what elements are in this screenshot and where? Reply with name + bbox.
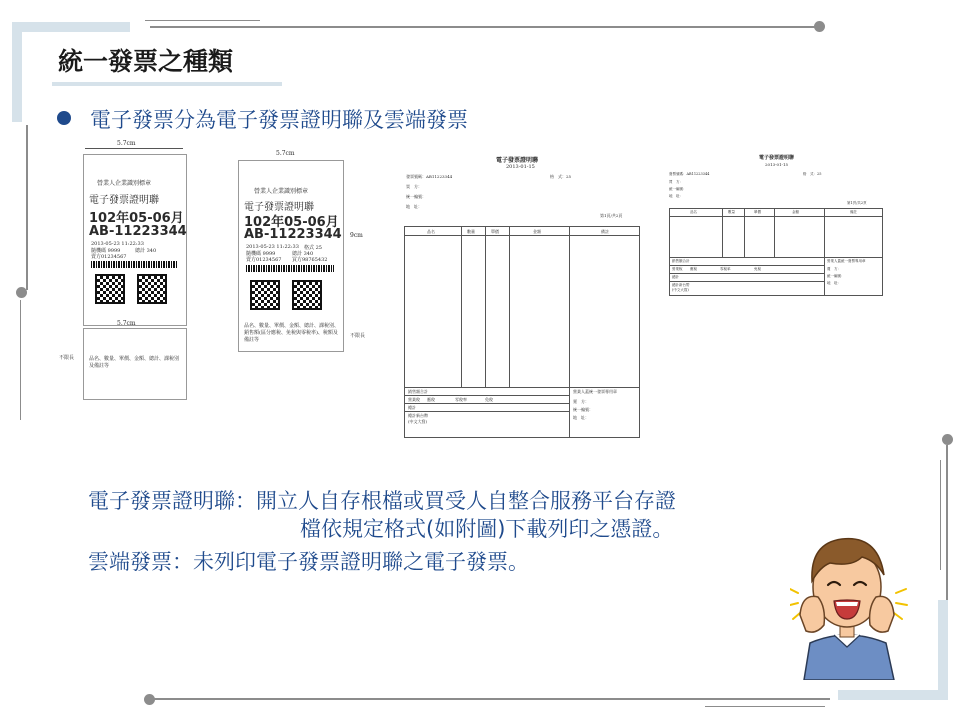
table-header-line	[670, 216, 882, 217]
total: 總計	[672, 275, 679, 279]
receipt-header: 營業人企業識別標章	[254, 188, 309, 195]
top-line	[150, 26, 820, 28]
form-number: 發票號碼：AB11223344	[669, 172, 710, 176]
receipt-doc-title: 電子發票證明聯	[244, 202, 314, 213]
receipt-buyer: 賣方01234567	[91, 254, 127, 260]
col-divider	[824, 209, 825, 295]
top-left-band	[12, 22, 130, 32]
a4-form-2	[665, 150, 890, 300]
col-divider	[722, 209, 723, 257]
receipt-seller: 賣方01234567	[246, 257, 282, 263]
receipt-number: AB-11223344	[244, 227, 342, 242]
summary-line	[670, 257, 882, 258]
total-chinese: 總計新台幣	[672, 283, 690, 287]
seller-addr: 地 址：	[827, 281, 841, 285]
col-divider	[774, 209, 775, 257]
sales-total: 銷售額合計	[408, 389, 428, 394]
col-header: 備註	[850, 210, 857, 214]
col-header: 單價	[754, 210, 761, 214]
col-header: 金額	[533, 229, 541, 234]
tax-type: 營業稅	[408, 397, 420, 402]
exempt: 免稅	[485, 397, 493, 402]
form-buyer: 買 方：	[406, 184, 422, 189]
tax-type: 營業稅	[672, 267, 683, 271]
title-underline	[52, 82, 282, 86]
bottom-short-line	[705, 706, 825, 707]
col-header: 備註	[601, 229, 609, 234]
col-divider	[569, 227, 570, 437]
receipt-total: 總計 340	[292, 251, 314, 257]
receipt-buyer: 買方98765432	[292, 257, 328, 263]
col-header: 品名	[690, 210, 697, 214]
zero-rate: 零稅率	[720, 267, 731, 271]
bottom-right-band	[838, 690, 948, 700]
form-address: 地 址：	[406, 204, 422, 209]
receipt-datetime: 2013-05-23 11:22:33	[91, 241, 144, 247]
form-tax-id: 統一編號：	[406, 194, 426, 199]
cloud-definition	[88, 548, 529, 576]
side-label: 不限長	[350, 333, 366, 339]
receipt-header: 營業人企業識別標章	[97, 180, 152, 187]
form-page: 第1頁/共2頁	[847, 201, 867, 205]
shouting-man-illustration	[790, 515, 910, 680]
receipt-period: 102年05-06月	[89, 211, 184, 226]
col-header: 數量	[467, 229, 475, 234]
summary-line	[405, 395, 569, 396]
taxable: 應稅	[690, 267, 697, 271]
side-label: 不限長	[59, 355, 75, 361]
col-divider	[485, 227, 486, 387]
receipt-total: 總計 340	[135, 248, 157, 254]
right-band	[938, 600, 948, 700]
sales-total: 銷售額合計	[672, 259, 690, 263]
page-title: 統一發票之種類	[58, 47, 234, 76]
summary-line	[405, 403, 569, 404]
right-dot	[942, 434, 953, 445]
form-format: 格 式：25	[803, 172, 822, 176]
bullet-icon	[57, 111, 71, 125]
form-date: 2013-01-15	[765, 162, 789, 167]
barcode-icon	[246, 265, 334, 272]
receipt-number: AB-11223344	[89, 224, 187, 239]
receipt-doc-title: 電子發票證明聯	[89, 195, 159, 206]
form-date: 2013-01-15	[506, 164, 535, 170]
receipt-datetime: 2013-05-23 11:22:33	[246, 244, 299, 250]
left-dot	[16, 287, 27, 298]
seller-stamp: 營業人蓋統一發票專用章	[827, 259, 866, 263]
receipt-period: 102年05-06月	[244, 215, 339, 230]
col-header: 品名	[427, 229, 435, 234]
barcode-icon	[91, 261, 177, 268]
form-table	[669, 208, 883, 296]
qr-code-icon	[250, 280, 280, 310]
proof-line2: 檔依規定格式(如附圖)下載列印之憑證。	[300, 517, 674, 541]
total-chinese: 總計新台幣	[408, 413, 428, 418]
col-divider	[744, 209, 745, 257]
width-dimension	[85, 148, 183, 149]
proof-definition	[88, 487, 676, 515]
form-number: 發票號碼：AB11223344	[406, 174, 453, 179]
right-inner-line	[940, 460, 941, 570]
col-header: 單價	[491, 229, 499, 234]
table-header-line	[405, 235, 639, 236]
form-title: 電子發票證明聯	[496, 157, 539, 164]
chinese-big: (中文大寫)	[408, 419, 428, 424]
qr-code-icon	[292, 280, 322, 310]
bullet-text: 電子發票分為電子發票證明聯及雲端發票	[90, 108, 468, 132]
form-table	[404, 226, 640, 438]
col-divider	[509, 227, 510, 387]
bottom-line	[150, 698, 830, 700]
a4-form-1	[400, 150, 645, 440]
receipt-format: 格式 25	[304, 245, 322, 251]
form-title: 電子發票證明聯	[759, 155, 795, 161]
width-label: 5.7cm	[276, 150, 295, 157]
receipt-small	[55, 140, 215, 410]
seller-stamp: 營業人蓋統一發票專用章	[573, 389, 617, 394]
seller-tax: 統一編號：	[827, 274, 845, 278]
cloud-label: 雲端發票：	[88, 550, 193, 574]
col-divider	[461, 227, 462, 387]
receipt-random: 隨機碼 9999	[246, 251, 276, 257]
seller: 賣 方：	[827, 267, 841, 271]
seller: 賣 方：	[573, 399, 589, 404]
total: 總計	[408, 405, 416, 410]
exempt: 免稅	[754, 267, 761, 271]
detail-width-label: 5.7cm	[117, 320, 136, 327]
summary-line	[405, 387, 639, 388]
summary-line	[670, 273, 824, 274]
chinese-big: (中文大寫)	[672, 288, 689, 292]
height-label: 9cm	[350, 232, 363, 239]
detail-text: 品名、數量、單價、金額、總計、課稅別、銷售額(區分應稅、免稅與零稅率)、稅額及備註等	[244, 323, 340, 343]
cloud-text: 未列印電子發票證明聯之電子發票。	[193, 550, 529, 574]
top-right-dot	[814, 21, 825, 32]
summary-line	[670, 265, 824, 266]
form-address: 地 址：	[669, 194, 683, 198]
form-format: 格 式：25	[550, 174, 572, 179]
qr-code-icon	[137, 274, 167, 304]
form-tax-id: 統一編號：	[669, 187, 687, 191]
summary-line	[405, 411, 569, 412]
qr-code-icon	[95, 274, 125, 304]
detail-text: 品名、數量、單價、金額、總計、課稅別及備註等	[89, 356, 180, 369]
seller-tax: 統一編號：	[573, 407, 593, 412]
col-header: 數量	[728, 210, 735, 214]
seller-addr: 地 址：	[573, 415, 589, 420]
proof-label: 電子發票證明聯：	[88, 489, 256, 513]
receipt-large	[232, 148, 392, 358]
col-header: 金額	[792, 210, 799, 214]
left-vertical-line	[26, 125, 28, 290]
taxable: 應稅	[427, 397, 435, 402]
summary-line	[670, 281, 824, 282]
proof-line1: 開立人自存根檔或買受人自整合服務平台存證	[256, 489, 676, 513]
form-buyer: 買 方：	[669, 180, 683, 184]
receipt-random: 隨機碼 9999	[91, 248, 121, 254]
form-page: 第1頁/共2頁	[600, 213, 623, 218]
top-short-line	[145, 20, 260, 21]
left-band	[12, 22, 22, 122]
zero-rate: 零稅率	[455, 397, 467, 402]
width-label: 5.7cm	[117, 140, 136, 147]
left-lower-line	[20, 300, 21, 420]
